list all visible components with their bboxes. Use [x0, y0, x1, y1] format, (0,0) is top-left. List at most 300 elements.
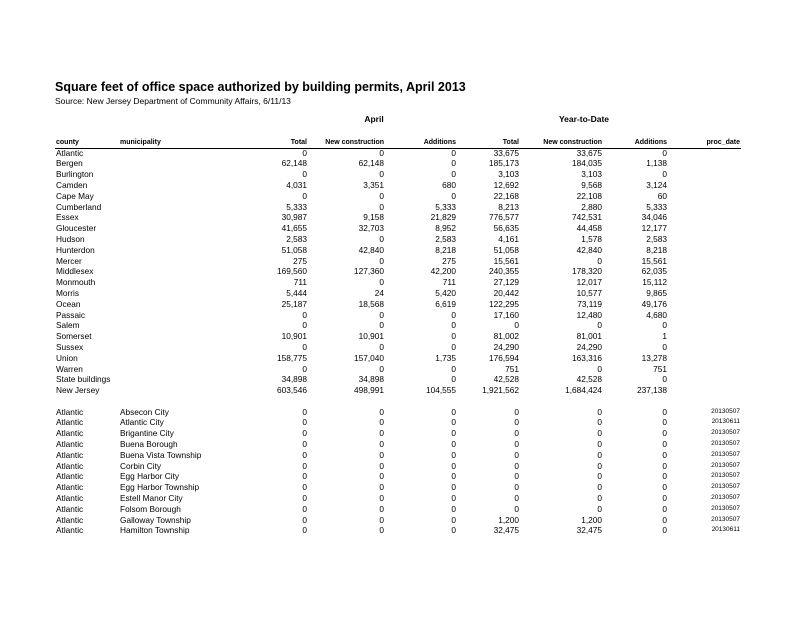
cell-n: 0 [379, 449, 384, 460]
cell-n: 0 [379, 309, 384, 320]
cell-county: Ocean [56, 298, 81, 309]
cell-t: 711 [293, 277, 307, 288]
cell-n: 0 [379, 482, 384, 493]
cell-yt: 0 [514, 438, 519, 449]
table-row [0, 320, 800, 331]
cell-a: 0 [451, 503, 456, 514]
cell-ya: 4,680 [646, 309, 667, 320]
cell-yt: 122,295 [489, 298, 519, 309]
cell-muni: Brigantine City [120, 428, 174, 439]
group-header-ytd: Year-to-Date [558, 114, 610, 124]
cell-n: 10,901 [358, 331, 384, 342]
cell-muni: Corbin City [120, 460, 162, 471]
cell-ya: 0 [662, 449, 667, 460]
cell-t: 0 [302, 428, 307, 439]
cell-n: 0 [379, 525, 384, 536]
cell-county: State buildings [56, 374, 111, 385]
table-row [0, 374, 800, 385]
table-row [0, 191, 800, 202]
cell-a: 0 [451, 147, 456, 158]
cell-t: 10,901 [281, 331, 307, 342]
cell-ya: 13,278 [641, 352, 667, 363]
table-row [0, 493, 800, 504]
cell-yn: 12,017 [576, 277, 602, 288]
cell-t: 0 [302, 363, 307, 374]
cell-yt: 20,442 [493, 287, 519, 298]
cell-ya: 0 [662, 460, 667, 471]
cell-yn: 163,316 [572, 352, 602, 363]
cell-n: 9,158 [363, 212, 384, 223]
cell-t: 0 [302, 525, 307, 536]
cell-n: 34,898 [358, 374, 384, 385]
cell-a: 8,952 [435, 223, 456, 234]
cell-a: 5,420 [435, 287, 456, 298]
cell-county: Atlantic [56, 492, 84, 503]
cell-county: Middlesex [56, 266, 94, 277]
cell-yn: 44,458 [576, 223, 602, 234]
cell-county: Morris [56, 287, 80, 298]
cell-ya: 60 [657, 190, 667, 201]
cell-yt: 0 [514, 417, 519, 428]
table-row [0, 353, 800, 364]
cell-county: Somerset [56, 331, 92, 342]
cell-yt: 4,161 [498, 233, 519, 244]
cell-t: 34,898 [281, 374, 307, 385]
cell-yt: 17,160 [493, 309, 519, 320]
cell-yt: 0 [514, 471, 519, 482]
cell-pd: 20130507 [711, 515, 740, 523]
cell-a: 21,829 [430, 212, 456, 223]
cell-t: 0 [302, 406, 307, 417]
cell-pd: 20130507 [711, 483, 740, 491]
cell-n: 0 [379, 492, 384, 503]
table-row [0, 342, 800, 353]
cell-yn: 0 [597, 438, 602, 449]
cell-t: 0 [302, 482, 307, 493]
cell-ya: 0 [662, 514, 667, 525]
cell-t: 0 [302, 341, 307, 352]
cell-county: Cape May [56, 190, 94, 201]
cell-yn: 33,675 [576, 147, 602, 158]
cell-yt: 240,355 [489, 266, 519, 277]
cell-t: 62,148 [281, 158, 307, 169]
cell-a: 711 [442, 277, 456, 288]
cell-a: 0 [451, 320, 456, 331]
cell-yt: 56,635 [493, 223, 519, 234]
cell-county: Atlantic [56, 428, 84, 439]
cell-yn: 1,684,424 [565, 385, 602, 396]
cell-yn: 0 [597, 255, 602, 266]
cell-pd: 20130507 [711, 439, 740, 447]
cell-yt: 51,058 [493, 244, 519, 255]
cell-yt: 33,675 [493, 147, 519, 158]
cell-n: 18,568 [358, 298, 384, 309]
cell-pd: 20130507 [711, 450, 740, 458]
cell-n: 0 [379, 503, 384, 514]
cell-t: 5,333 [286, 201, 307, 212]
cell-yt: 751 [505, 363, 519, 374]
cell-n: 0 [379, 233, 384, 244]
table-row [0, 525, 800, 536]
table-row [0, 256, 800, 267]
cell-a: 0 [451, 341, 456, 352]
cell-pd: 20130611 [711, 526, 740, 534]
column-header-ytd-new: New construction [543, 139, 602, 146]
cell-n: 0 [379, 147, 384, 158]
table-row [0, 148, 800, 159]
cell-yn: 24,290 [576, 341, 602, 352]
cell-ya: 15,561 [641, 255, 667, 266]
cell-t: 4,031 [286, 179, 307, 190]
cell-ya: 751 [653, 363, 667, 374]
cell-yn: 742,531 [572, 212, 602, 223]
cell-a: 0 [451, 331, 456, 342]
cell-yn: 0 [597, 471, 602, 482]
cell-yt: 24,290 [493, 341, 519, 352]
cell-a: 104,555 [426, 385, 456, 396]
cell-county: Atlantic [56, 482, 84, 493]
cell-n: 0 [379, 201, 384, 212]
cell-yt: 22,168 [493, 190, 519, 201]
table-row [0, 202, 800, 213]
table-row [0, 504, 800, 515]
cell-yn: 3,103 [581, 169, 602, 180]
cell-a: 0 [451, 482, 456, 493]
cell-yn: 0 [597, 320, 602, 331]
cell-ya: 0 [662, 147, 667, 158]
cell-t: 0 [302, 514, 307, 525]
column-header-april-total: Total [290, 139, 307, 146]
table-row [0, 223, 800, 234]
cell-ya: 8,218 [646, 244, 667, 255]
cell-ya: 5,333 [646, 201, 667, 212]
cell-a: 0 [451, 374, 456, 385]
cell-n: 0 [379, 438, 384, 449]
cell-n: 0 [379, 363, 384, 374]
cell-a: 6,619 [435, 298, 456, 309]
cell-t: 51,058 [281, 244, 307, 255]
cell-a: 0 [451, 471, 456, 482]
cell-yn: 10,577 [576, 287, 602, 298]
cell-yn: 32,475 [576, 525, 602, 536]
cell-t: 30,987 [281, 212, 307, 223]
table-row [0, 277, 800, 288]
cell-a: 0 [451, 363, 456, 374]
cell-ya: 9,865 [646, 287, 667, 298]
cell-n: 0 [379, 277, 384, 288]
cell-t: 0 [302, 492, 307, 503]
cell-yt: 0 [514, 320, 519, 331]
cell-t: 158,775 [277, 352, 307, 363]
cell-county: Essex [56, 212, 79, 223]
table-row [0, 245, 800, 256]
table-row [0, 266, 800, 277]
cell-ya: 0 [662, 406, 667, 417]
table-row [0, 212, 800, 223]
cell-a: 0 [451, 460, 456, 471]
cell-n: 0 [379, 460, 384, 471]
cell-yt: 15,561 [493, 255, 519, 266]
table-row [0, 310, 800, 321]
cell-t: 0 [302, 503, 307, 514]
cell-muni: Folsom Borough [120, 503, 181, 514]
cell-county: Mercer [56, 255, 82, 266]
cell-n: 0 [379, 428, 384, 439]
table-row [0, 471, 800, 482]
cell-yt: 0 [514, 503, 519, 514]
table-row [0, 407, 800, 418]
cell-yt: 42,528 [493, 374, 519, 385]
cell-county: Union [56, 352, 78, 363]
cell-t: 41,655 [281, 223, 307, 234]
column-header-county: county [56, 139, 79, 146]
cell-county: Salem [56, 320, 80, 331]
cell-t: 0 [302, 460, 307, 471]
table-row [0, 450, 800, 461]
cell-yn: 81,001 [576, 331, 602, 342]
table-row [0, 439, 800, 450]
column-header-april-new: New construction [325, 139, 384, 146]
cell-county: Monmouth [56, 277, 96, 288]
cell-pd: 20130611 [711, 418, 740, 426]
cell-n: 157,040 [354, 352, 384, 363]
cell-muni: Galloway Township [120, 514, 191, 525]
cell-yt: 32,475 [493, 525, 519, 536]
cell-ya: 62,035 [641, 266, 667, 277]
cell-yt: 0 [514, 460, 519, 471]
cell-a: 275 [442, 255, 456, 266]
cell-muni: Estell Manor City [120, 492, 183, 503]
cell-n: 0 [379, 471, 384, 482]
cell-pd: 20130507 [711, 429, 740, 437]
cell-yt: 3,103 [498, 169, 519, 180]
table-row [0, 461, 800, 472]
cell-n: 42,840 [358, 244, 384, 255]
column-header-ytd-additions: Additions [634, 139, 667, 146]
table-row [0, 331, 800, 342]
cell-t: 275 [293, 255, 307, 266]
cell-pd: 20130507 [711, 472, 740, 480]
cell-ya: 0 [662, 169, 667, 180]
cell-a: 0 [451, 190, 456, 201]
cell-a: 1,735 [435, 352, 456, 363]
table-row [0, 288, 800, 299]
cell-yn: 0 [597, 460, 602, 471]
column-header-ytd-total: Total [502, 139, 519, 146]
cell-t: 169,560 [277, 266, 307, 277]
table-row [0, 417, 800, 428]
cell-a: 0 [451, 492, 456, 503]
cell-a: 5,333 [435, 201, 456, 212]
cell-county: Gloucester [56, 223, 97, 234]
cell-a: 0 [451, 514, 456, 525]
cell-muni: Atlantic City [120, 417, 164, 428]
cell-muni: Egg Harbor City [120, 471, 180, 482]
cell-county: Atlantic [56, 514, 84, 525]
cell-county: Camden [56, 179, 88, 190]
table-row [0, 482, 800, 493]
cell-n: 0 [379, 406, 384, 417]
cell-ya: 15,112 [642, 277, 667, 288]
cell-yn: 0 [597, 492, 602, 503]
cell-yn: 12,480 [576, 309, 602, 320]
cell-ya: 12,177 [641, 223, 667, 234]
cell-yn: 184,035 [572, 158, 602, 169]
cell-a: 0 [451, 449, 456, 460]
cell-county: Atlantic [56, 460, 84, 471]
cell-muni: Hamilton Township [120, 525, 190, 536]
cell-yn: 178,320 [572, 266, 602, 277]
cell-pd: 20130507 [711, 407, 740, 415]
cell-yt: 0 [514, 482, 519, 493]
cell-county: Atlantic [56, 471, 84, 482]
cell-yn: 1,200 [581, 514, 602, 525]
cell-county: Burlington [56, 169, 94, 180]
cell-yn: 42,840 [576, 244, 602, 255]
cell-county: Atlantic [56, 449, 84, 460]
cell-county: Atlantic [56, 438, 84, 449]
cell-ya: 0 [662, 320, 667, 331]
cell-ya: 0 [662, 428, 667, 439]
cell-a: 0 [451, 406, 456, 417]
cell-t: 0 [302, 417, 307, 428]
cell-yn: 0 [597, 406, 602, 417]
cell-muni: Egg Harbor Township [120, 482, 200, 493]
cell-t: 0 [302, 438, 307, 449]
cell-county: Hunterdon [56, 244, 95, 255]
cell-yn: 22,108 [576, 190, 602, 201]
cell-yt: 81,002 [493, 331, 519, 342]
cell-a: 0 [451, 169, 456, 180]
cell-yt: 176,594 [489, 352, 519, 363]
cell-t: 2,583 [286, 233, 307, 244]
cell-county: Bergen [56, 158, 83, 169]
cell-yt: 0 [514, 449, 519, 460]
cell-a: 0 [451, 438, 456, 449]
group-header-april: April [364, 114, 384, 124]
cell-ya: 0 [662, 417, 667, 428]
cell-ya: 0 [662, 471, 667, 482]
cell-ya: 3,124 [646, 179, 667, 190]
table-row [0, 364, 800, 375]
cell-yn: 73,119 [577, 298, 602, 309]
cell-yt: 0 [514, 428, 519, 439]
cell-a: 2,583 [435, 233, 456, 244]
cell-yn: 0 [597, 428, 602, 439]
cell-a: 0 [451, 417, 456, 428]
cell-yt: 0 [514, 492, 519, 503]
cell-t: 5,444 [286, 287, 307, 298]
cell-yt: 12,692 [493, 179, 519, 190]
cell-yn: 0 [597, 363, 602, 374]
cell-ya: 0 [662, 374, 667, 385]
cell-yt: 27,129 [493, 277, 519, 288]
cell-n: 0 [379, 514, 384, 525]
cell-county: Atlantic [56, 147, 84, 158]
cell-n: 0 [379, 190, 384, 201]
cell-ya: 1 [662, 331, 667, 342]
cell-yn: 0 [597, 503, 602, 514]
cell-ya: 237,138 [637, 385, 667, 396]
cell-county: Cumberland [56, 201, 102, 212]
cell-county: New Jersey [56, 385, 100, 396]
cell-yn: 0 [597, 482, 602, 493]
cell-n: 32,703 [358, 223, 384, 234]
cell-yn: 2,880 [581, 201, 602, 212]
cell-yt: 1,200 [498, 514, 519, 525]
table-row [0, 428, 800, 439]
table-row [0, 234, 800, 245]
cell-ya: 2,583 [646, 233, 667, 244]
cell-yn: 1,578 [581, 233, 602, 244]
cell-t: 0 [302, 449, 307, 460]
cell-county: Passaic [56, 309, 86, 320]
cell-a: 680 [442, 179, 456, 190]
cell-muni: Buena Vista Township [120, 449, 202, 460]
cell-t: 25,187 [281, 298, 307, 309]
cell-county: Warren [56, 363, 83, 374]
cell-muni: Absecon City [120, 406, 169, 417]
cell-t: 0 [302, 471, 307, 482]
cell-n: 0 [379, 320, 384, 331]
table-row [0, 180, 800, 191]
cell-a: 0 [451, 309, 456, 320]
cell-pd: 20130507 [711, 493, 740, 501]
cell-yt: 185,173 [489, 158, 519, 169]
cell-county: Atlantic [56, 417, 84, 428]
cell-a: 0 [451, 158, 456, 169]
column-header-april-additions: Additions [423, 139, 456, 146]
cell-ya: 1,138 [646, 158, 667, 169]
cell-n: 3,351 [363, 179, 384, 190]
cell-yt: 1,921,562 [482, 385, 519, 396]
cell-n: 62,148 [358, 158, 384, 169]
cell-a: 42,200 [430, 266, 456, 277]
cell-pd: 20130507 [711, 504, 740, 512]
cell-a: 0 [451, 525, 456, 536]
page-title: Square feet of office space authorized by building permits, April 2013 [55, 80, 466, 94]
cell-t: 0 [302, 147, 307, 158]
cell-t: 0 [302, 169, 307, 180]
cell-yn: 0 [597, 449, 602, 460]
cell-ya: 0 [662, 438, 667, 449]
cell-ya: 49,176 [641, 298, 667, 309]
cell-county: Atlantic [56, 525, 84, 536]
cell-yn: 42,528 [576, 374, 602, 385]
cell-t: 0 [302, 320, 307, 331]
table-row [0, 385, 800, 396]
source-note: Source: New Jersey Department of Community Affairs, 6/11/13 [55, 96, 291, 106]
cell-yt: 8,213 [498, 201, 519, 212]
cell-t: 0 [302, 190, 307, 201]
column-header-municipality: municipality [120, 139, 161, 146]
cell-ya: 0 [662, 492, 667, 503]
cell-n: 0 [379, 417, 384, 428]
cell-county: Sussex [56, 341, 84, 352]
table-row [0, 169, 800, 180]
table-row [0, 515, 800, 526]
cell-pd: 20130507 [711, 461, 740, 469]
cell-t: 0 [302, 309, 307, 320]
cell-n: 0 [379, 255, 384, 266]
cell-n: 127,360 [354, 266, 384, 277]
cell-n: 0 [379, 169, 384, 180]
cell-ya: 0 [662, 341, 667, 352]
cell-yn: 0 [597, 417, 602, 428]
cell-muni: Buena Borough [120, 438, 178, 449]
table-row [0, 158, 800, 169]
cell-yn: 9,568 [581, 179, 602, 190]
